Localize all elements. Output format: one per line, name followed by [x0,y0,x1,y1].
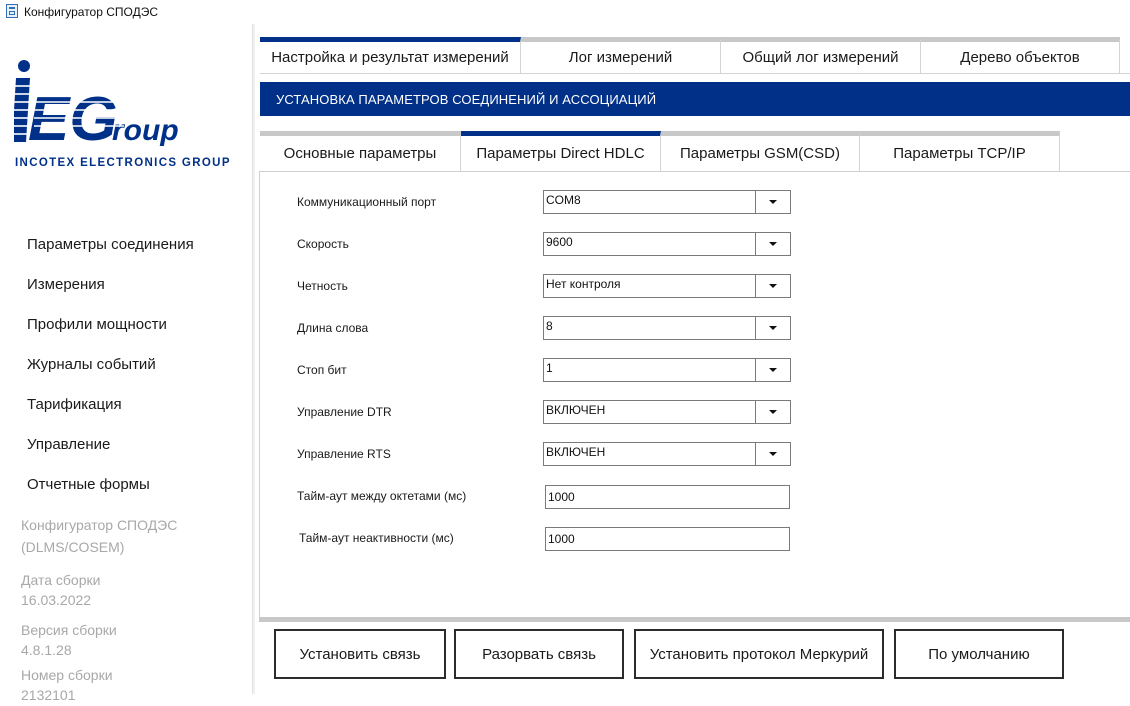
window-title: Конфигуратор СПОДЭС [24,5,159,19]
sidebar-item-tariffs[interactable]: Тарификация [27,396,122,413]
speed-value: 9600 [546,235,573,249]
sidebar-item-connection[interactable]: Параметры соединения [27,236,194,253]
svg-text:roup: roup [112,114,179,147]
mercury-protocol-button[interactable]: Установить протокол Меркурий [634,629,884,679]
tab-direct-hdlc[interactable]: Параметры Direct HDLC [461,131,661,171]
build-number-label: Номер сборки [21,667,113,683]
chevron-down-icon [769,284,777,288]
octet-timeout-input[interactable] [546,486,789,508]
rts-value: ВКЛЮЧЕН [546,445,606,459]
parity-value: Нет контроля [546,277,621,291]
build-date-label: Дата сборки [21,572,101,588]
port-dropdown-button[interactable] [755,191,790,213]
speed-dropdown-button[interactable] [755,233,790,255]
speed-select[interactable] [543,232,791,256]
section-header: УСТАНОВКА ПАРАМЕТРОВ СОЕДИНЕНИЙ И АССОЦИАЦИЙ [260,82,1130,116]
wordlen-dropdown-button[interactable] [755,317,790,339]
dtr-select[interactable] [543,400,791,424]
connect-button[interactable]: Установить связь [274,629,446,679]
sidebar-item-reports[interactable]: Отчетные формы [27,476,150,493]
dtr-value: ВКЛЮЧЕН [546,403,606,417]
sidebar-divider [252,24,255,694]
sidebar-item-power-profiles[interactable]: Профили мощности [27,316,167,333]
octet-timeout-field[interactable] [545,485,790,509]
tab-general-log[interactable]: Общий лог измерений [721,37,921,73]
sidebar-item-event-logs[interactable]: Журналы событий [27,356,156,373]
wordlen-select[interactable] [543,316,791,340]
chevron-down-icon [769,200,777,204]
rts-select[interactable] [543,442,791,466]
dtr-dropdown-button[interactable] [755,401,790,423]
default-button[interactable]: По умолчанию [894,629,1064,679]
stopbit-dropdown-button[interactable] [755,359,790,381]
build-date: 16.03.2022 [21,592,92,608]
tab-tcp-ip[interactable]: Параметры TCP/IP [860,131,1060,171]
chevron-down-icon [769,368,777,372]
chevron-down-icon [769,452,777,456]
stopbit-select[interactable] [543,358,791,382]
app-icon [6,4,18,18]
build-number: 2132101 [21,687,76,703]
rts-dropdown-button[interactable] [755,443,790,465]
tab-main-params[interactable]: Основные параметры [260,131,461,171]
sidebar-item-measurements[interactable]: Измерения [27,276,105,293]
parity-dropdown-button[interactable] [755,275,790,297]
parity-label: Четность [297,279,348,293]
speed-label: Скорость [297,237,349,251]
port-select[interactable] [543,190,791,214]
wordlen-value: 8 [546,319,553,333]
inactivity-timeout-field[interactable] [545,527,790,551]
stopbit-value: 1 [546,361,553,375]
logo-brand-text: INCOTEX ELECTRONICS GROUP [15,157,231,169]
chevron-down-icon [769,326,777,330]
app-protocol: (DLMS/COSEM) [21,539,125,555]
incotex-logo [14,56,250,176]
disconnect-button[interactable]: Разорвать связь [454,629,624,679]
stopbit-label: Стоп бит [297,363,347,377]
title-bar [0,0,1130,24]
svg-text:EG: EG [28,85,118,154]
version-value: 4.8.1.28 [21,642,72,658]
chevron-down-icon [769,242,777,246]
panel-bottom-bar [259,617,1130,622]
tab-object-tree[interactable]: Дерево объектов [921,37,1120,73]
tab-measurement-log[interactable]: Лог измерений [521,37,721,73]
tab-settings-results[interactable]: Настройка и результат измерений [260,37,521,73]
tabs-underline [260,73,1130,74]
sidebar-item-control[interactable]: Управление [27,436,111,453]
port-value: COM8 [546,193,581,207]
rts-label: Управление RTS [297,447,391,461]
dtr-label: Управление DTR [297,405,392,419]
wordlen-label: Длина слова [297,321,369,335]
version-label: Версия сборки [21,622,117,638]
chevron-down-icon [769,410,777,414]
tab-gsm-csd[interactable]: Параметры GSM(CSD) [661,131,860,171]
inactivity-timeout-input[interactable] [546,528,789,550]
app-name: Конфигуратор СПОДЭС [21,517,178,533]
inactivity-timeout-label: Тайм-аут неактивности (мс) [299,531,454,545]
port-label: Коммуникационный порт [297,195,437,209]
octet-timeout-label: Тайм-аут между октетами (мс) [297,489,467,503]
parity-select[interactable] [543,274,791,298]
